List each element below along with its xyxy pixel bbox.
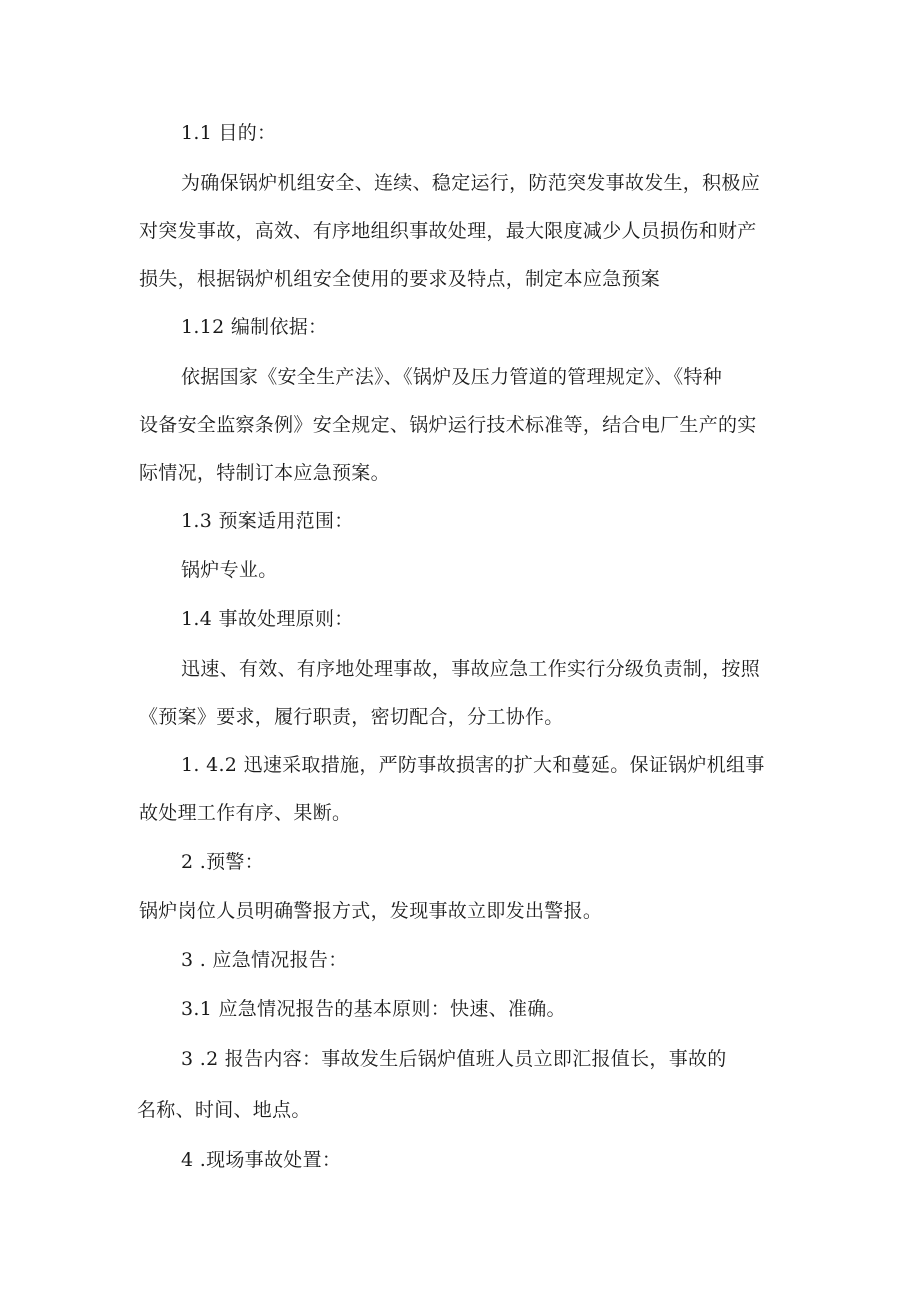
heading-4-onsite-handling: 4 .现场事故处置： [181, 1149, 342, 1171]
paragraph-line: 设备安全监察条例》安全规定、锅炉运行技术标准等，结合电厂生产的实 [139, 414, 757, 436]
heading-1-12-basis: 1.12 编制依据： [181, 316, 328, 338]
paragraph-line: 为确保锅炉机组安全、连续、稳定运行，防范突发事故发生，积极应 [181, 172, 761, 194]
heading-1-1-purpose: 1.1 目的： [181, 122, 277, 144]
paragraph-3-1: 3.1 应急情况报告的基本原则：快速、准确。 [181, 998, 566, 1020]
paragraph-line: 锅炉专业。 [181, 559, 278, 581]
heading-1-3-scope: 1.3 预案适用范围： [181, 510, 354, 532]
paragraph-3-2: 3 .2 报告内容：事故发生后锅炉值班人员立即汇报值长，事故的 [181, 1048, 727, 1070]
paragraph-line: 对突发事故，高效、有序地组织事故处理，最大限度减少人员损伤和财产 [139, 220, 757, 242]
paragraph-line: 《预案》要求，履行职责，密切配合，分工协作。 [139, 706, 564, 728]
paragraph-1-4-2: 1. 4.2 迅速采取措施，严防事故损害的扩大和蔓延。保证锅炉机组事 [181, 754, 765, 776]
heading-3-report: 3 . 应急情况报告： [181, 949, 348, 971]
paragraph-line: 际情况，特制订本应急预案。 [139, 462, 390, 484]
paragraph-line: 故处理工作有序、果断。 [139, 802, 352, 824]
paragraph-line: 损失，根据锅炉机组安全使用的要求及特点，制定本应急预案 [139, 268, 661, 290]
paragraph-line: 依据国家《安全生产法》、《锅炉及压力管道的管理规定》、《特种 [181, 366, 723, 388]
heading-2-warning: 2 .预警： [181, 851, 264, 873]
paragraph-line: 锅炉岗位人员明确警报方式，发现事故立即发出警报。 [139, 900, 603, 922]
heading-1-4-principles: 1.4 事故处理原则： [181, 608, 354, 630]
paragraph-line: 名称、时间、地点。 [137, 1099, 311, 1121]
paragraph-line: 迅速、有效、有序地处理事故，事故应急工作实行分级负责制，按照 [181, 658, 761, 680]
